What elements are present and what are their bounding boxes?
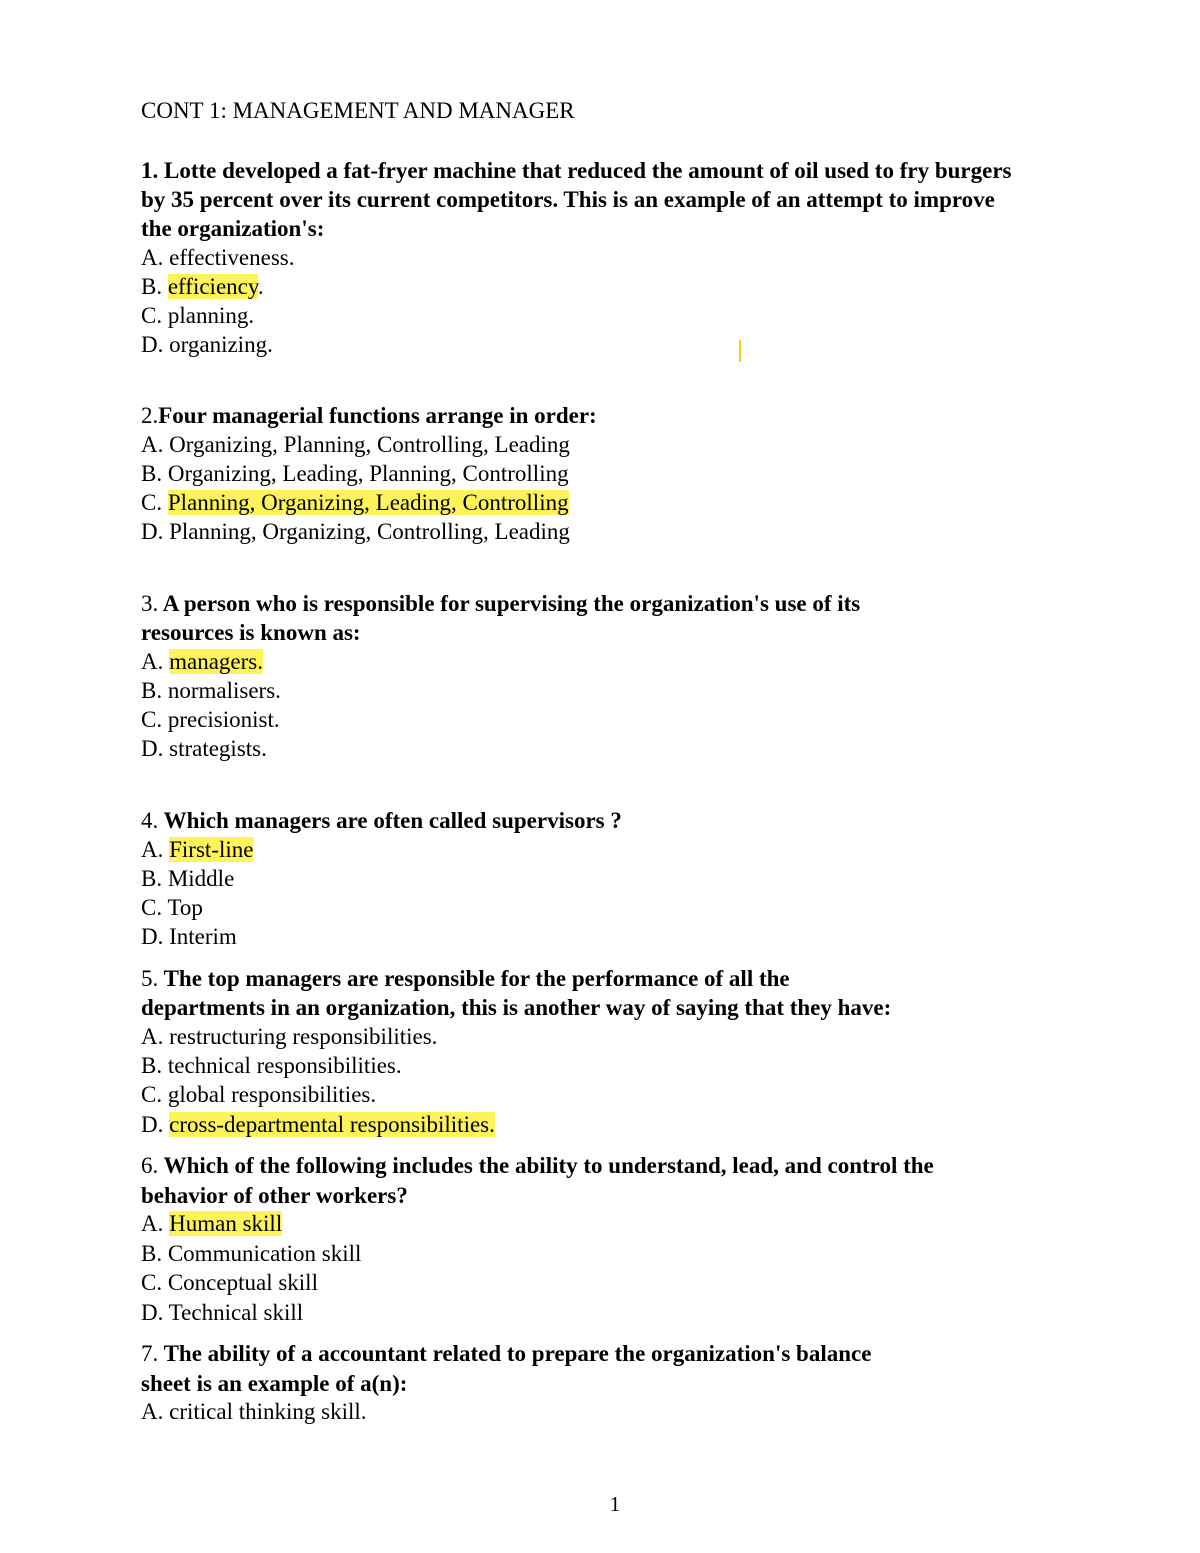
option-text: critical thinking skill. — [169, 1399, 367, 1424]
question-5-text-2: departments in an organization, this is another way of saying that they have: — [141, 995, 892, 1020]
option-letter: A. — [141, 649, 164, 674]
option-letter: C. — [141, 303, 163, 328]
question-4-line-1 — [141, 807, 622, 835]
option-letter: A. — [141, 1024, 164, 1049]
answer-highlight: managers. — [169, 649, 264, 674]
question-6-option-c — [141, 1269, 318, 1297]
question-7-text-1: The ability of a accountant related to prepare the organization's balance — [163, 1341, 872, 1366]
option-letter: A. — [141, 1399, 164, 1424]
question-6-option-b — [141, 1240, 361, 1268]
question-7-line-1 — [141, 1340, 871, 1368]
option-text: Middle — [167, 866, 235, 891]
option-letter: B. — [141, 274, 163, 299]
option-letter: D. — [141, 332, 164, 357]
option-letter: C. — [141, 1270, 163, 1295]
page-number: 1 — [609, 1492, 621, 1516]
option-text: precisionist. — [167, 707, 280, 732]
option-text: organizing. — [169, 332, 273, 357]
answer-highlight: cross-departmental responsibilities. — [169, 1112, 495, 1137]
question-3-line-1 — [141, 590, 860, 618]
question-1-line-1 — [141, 157, 1012, 185]
option-letter: A. — [141, 837, 164, 862]
option-letter: A. — [141, 245, 164, 270]
option-letter: D. — [141, 1112, 164, 1137]
document-title: CONT 1: MANAGEMENT AND MANAGER — [141, 98, 575, 123]
question-2-option-d — [141, 518, 570, 546]
option-text: Interim — [169, 924, 237, 949]
question-1-option-c — [141, 302, 254, 330]
option-letter: D. — [141, 519, 164, 544]
answer-highlight: efficiency — [167, 274, 258, 299]
option-letter: D. — [141, 1300, 164, 1325]
question-6-text-2: behavior of other workers? — [141, 1183, 408, 1208]
option-text: global responsibilities. — [167, 1082, 377, 1107]
option-letter: C. — [141, 1082, 163, 1107]
option-letter: D. — [141, 924, 164, 949]
question-3-option-b — [141, 677, 281, 705]
question-3-option-c — [141, 706, 280, 734]
question-1-text-2: by 35 percent over its current competitors. This is an example of an attempt to improve — [141, 187, 995, 212]
question-2-text-1: Four managerial functions arrange in order: — [158, 403, 597, 428]
question-5-line-1 — [141, 965, 790, 993]
question-6-number: 6. — [141, 1153, 159, 1178]
question-3-option-d — [141, 735, 267, 763]
option-text: Organizing, Planning, Controlling, Leading — [169, 432, 570, 457]
option-text: planning. — [167, 303, 255, 328]
question-4-number: 4. — [141, 808, 159, 833]
option-letter: B. — [141, 461, 163, 486]
question-3-text-1: A person who is responsible for supervising the organization's use of its — [162, 591, 861, 616]
answer-highlight: Human skill — [169, 1211, 283, 1236]
option-text: Planning, Organizing, Controlling, Leading — [169, 519, 570, 544]
option-text: effectiveness. — [169, 245, 295, 270]
question-7-text-2: sheet is an example of a(n): — [141, 1371, 408, 1396]
question-4-text-1: Which managers are often called supervisors ? — [163, 808, 622, 833]
option-text: Technical skill — [168, 1300, 304, 1325]
option-text: strategists. — [169, 736, 267, 761]
question-5-text-1: The top managers are responsible for the performance of all the — [163, 966, 790, 991]
question-5-option-a — [141, 1023, 437, 1051]
question-6-option-d — [141, 1299, 303, 1327]
question-2-line-1 — [141, 402, 597, 430]
question-5-option-d — [141, 1111, 495, 1139]
question-5-option-b — [141, 1052, 402, 1080]
option-text: restructuring responsibilities. — [169, 1024, 438, 1049]
answer-highlight: First-line — [169, 837, 254, 862]
question-6-text-1: Which of the following includes the ability to understand, lead, and control the — [163, 1153, 934, 1178]
option-letter: C. — [141, 707, 163, 732]
question-2-option-b — [141, 460, 569, 488]
question-1-text-3: the organization's: — [141, 216, 325, 241]
question-7-option-a — [141, 1398, 367, 1426]
option-text: Top — [167, 895, 203, 920]
question-2-option-a — [141, 431, 570, 459]
question-1-option-d — [141, 331, 273, 359]
question-5-number: 5. — [141, 966, 159, 991]
option-letter: B. — [141, 866, 163, 891]
option-text: normalisers. — [167, 678, 281, 703]
option-letter: B. — [141, 1053, 163, 1078]
option-letter: C. — [141, 490, 163, 515]
question-2-number: 2. — [141, 403, 159, 428]
question-7-number: 7. — [141, 1341, 159, 1366]
question-3-number: 3. — [141, 591, 159, 616]
question-4-option-c — [141, 894, 203, 922]
question-1-text-1: Lotte developed a fat-fryer machine that reduced the amount of oil used to fry burgers — [164, 158, 1012, 183]
option-text: Communication skill — [167, 1241, 362, 1266]
option-text: Conceptual skill — [167, 1270, 318, 1295]
question-4-option-d — [141, 923, 237, 951]
option-letter: C. — [141, 895, 163, 920]
answer-highlight: Planning, Organizing, Leading, Controlling — [167, 490, 569, 515]
text-cursor-mark — [739, 340, 741, 362]
option-letter: B. — [141, 1241, 163, 1266]
question-3-text-2: resources is known as: — [141, 620, 361, 645]
question-1-option-b — [141, 273, 264, 301]
option-letter: D. — [141, 736, 164, 761]
question-5-option-c — [141, 1081, 376, 1109]
question-6-line-1 — [141, 1152, 934, 1180]
question-4-option-a — [141, 836, 253, 864]
option-text: Organizing, Leading, Planning, Controlling — [167, 461, 569, 486]
option-text: technical responsibilities. — [167, 1053, 402, 1078]
option-letter: A. — [141, 432, 164, 457]
question-2-option-c — [141, 489, 569, 517]
question-4-option-b — [141, 865, 234, 893]
option-letter: B. — [141, 678, 163, 703]
option-suffix: . — [257, 274, 264, 299]
question-3-option-a — [141, 648, 263, 676]
question-1-option-a — [141, 244, 295, 272]
option-letter: A. — [141, 1211, 164, 1236]
question-6-option-a — [141, 1210, 282, 1238]
question-1-number: 1. — [141, 158, 159, 183]
